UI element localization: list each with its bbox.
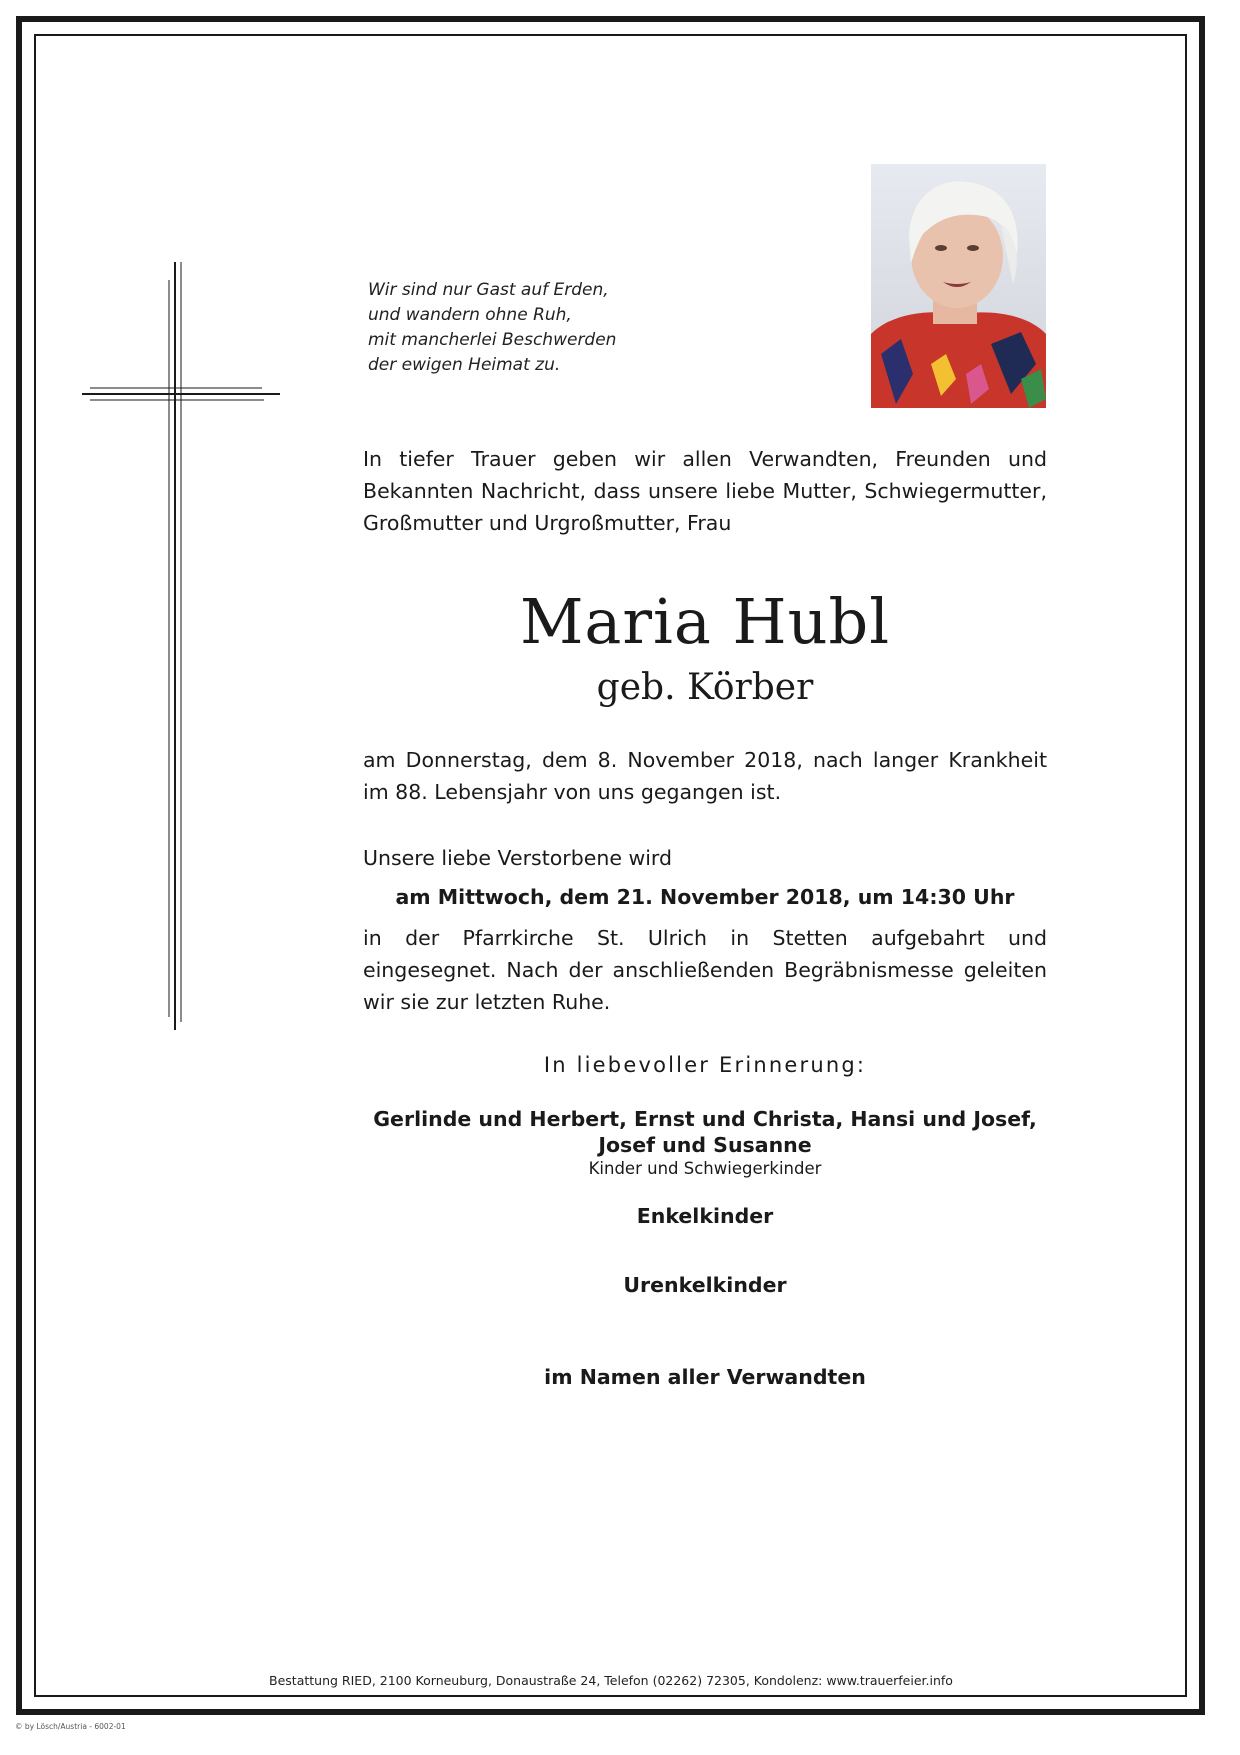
memory-heading: In liebevoller Erinnerung:	[543, 1053, 867, 1077]
deceased-name: Maria Hubl	[519, 585, 891, 658]
funeral-date: am Mittwoch, dem 21. November 2018, um 14:30 Uhr	[395, 885, 1015, 909]
maiden-name: geb. Körber	[596, 667, 814, 708]
children-names	[363, 1106, 1047, 1158]
great-grandchildren: Urenkelkinder	[623, 1273, 787, 1297]
death-notice: am Donnerstag, dem 8. November 2018, nach langer Krankheit im 88. Lebensjahr von uns gegangen ist.	[363, 748, 1047, 804]
funeral-intro: Unsere liebe Verstorbene wird	[363, 846, 672, 870]
funeral-home-info: Bestattung RIED, 2100 Korneuburg, Donaustraße 24, Telefon (02262) 72305, Kondolenz: www.trauerfeier.info	[269, 1673, 953, 1688]
cross-icon	[82, 262, 282, 1032]
memorial-verse	[368, 278, 668, 378]
verse-line: Wir sind nur Gast auf Erden,	[368, 280, 609, 300]
grandchildren: Enkelkinder	[636, 1204, 774, 1228]
verse-line: der ewigen Heimat zu.	[368, 355, 561, 375]
children-line: Josef und Susanne	[598, 1133, 812, 1157]
funeral-place: in der Pfarrkirche St. Ulrich in Stetten aufgebahrt und eingesegnet. Nach der anschließenden Begräbnismesse geleiten wir sie zur letzten Ruhe.	[363, 926, 1047, 1014]
verse-line: mit mancherlei Beschwerden	[368, 330, 617, 350]
announcement-intro: In tiefer Trauer geben wir allen Verwandten, Freunden und Bekannten Nachricht, dass unsere liebe Mutter, Schwiegermutter, Großmutter und Urgroßmutter, Frau	[363, 447, 1047, 535]
copyright-note: © by Lösch/Austria - 6002-01	[15, 1722, 126, 1731]
children-line: Gerlinde und Herbert, Ernst und Christa, Hansi und Josef,	[373, 1107, 1037, 1131]
portrait-photo	[871, 164, 1046, 408]
relatives: im Namen aller Verwandten	[544, 1365, 866, 1389]
children-note: Kinder und Schwiegerkinder	[588, 1159, 822, 1178]
verse-line: und wandern ohne Ruh,	[368, 305, 572, 325]
